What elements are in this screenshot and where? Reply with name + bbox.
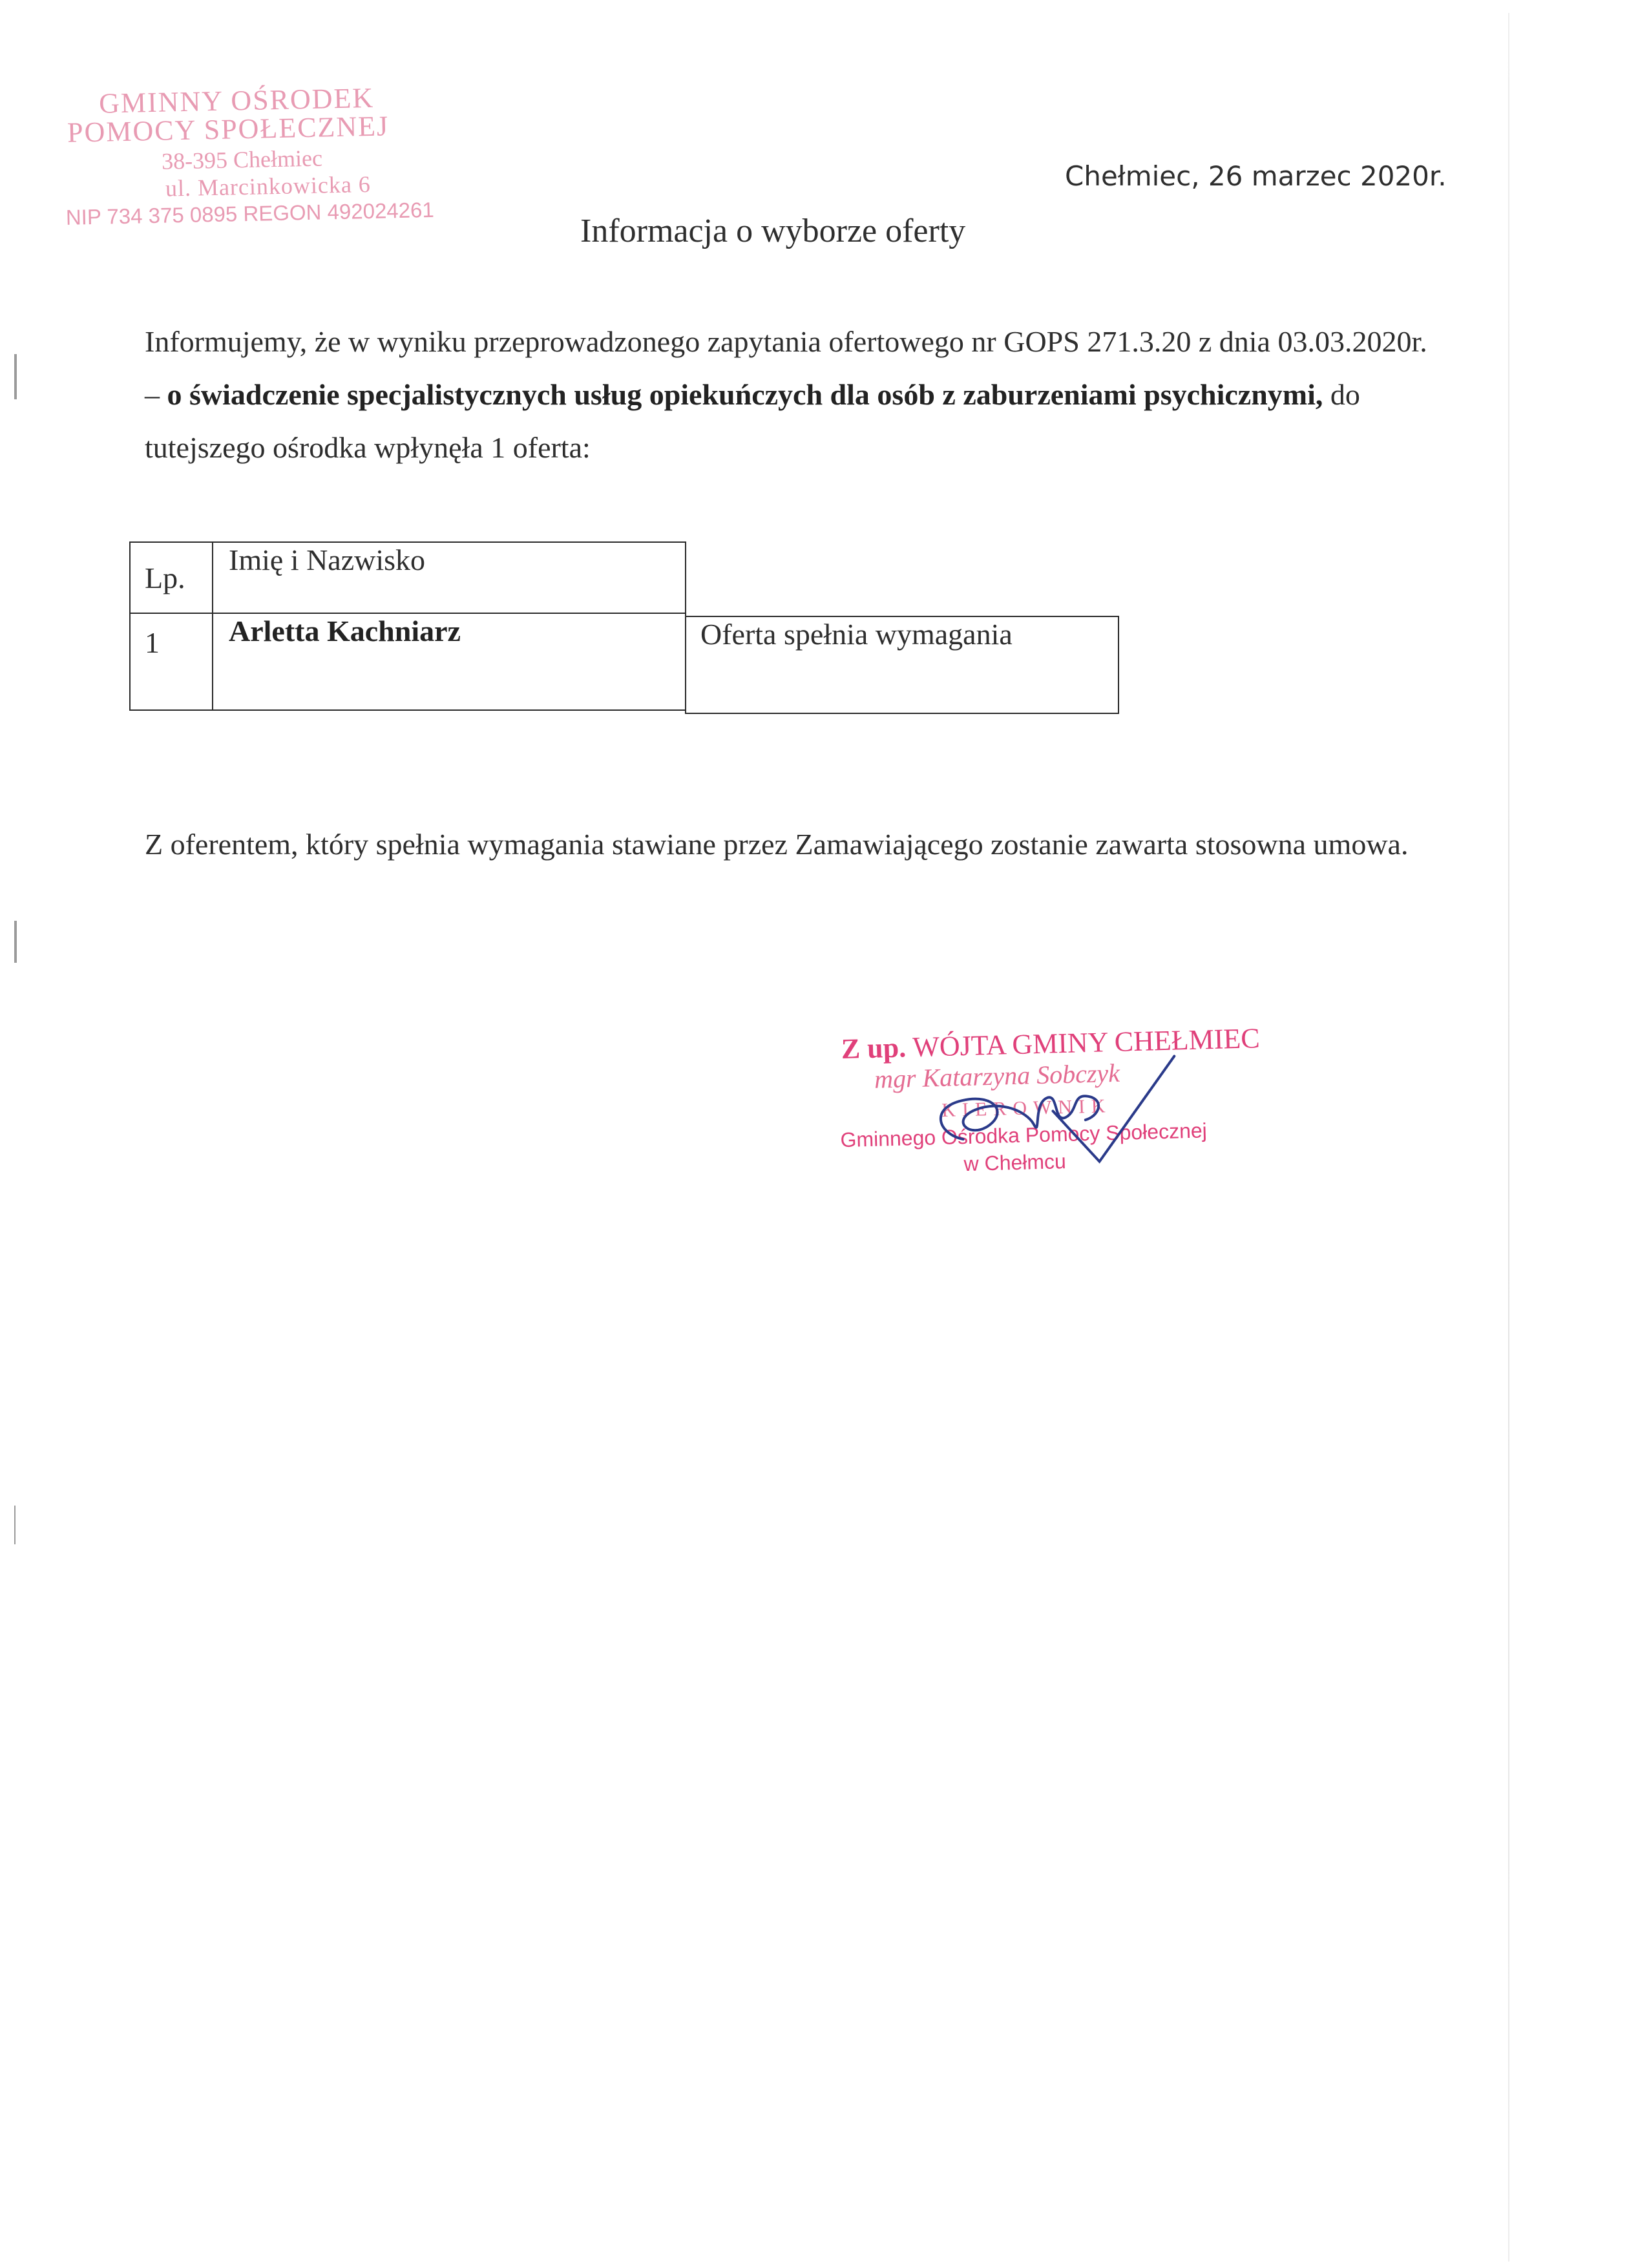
signature-stamp-place: w Chełmcu [963,1149,1067,1176]
document-title: Informacja o wyborze oferty [580,213,966,249]
intro-text-end: do tutejszego ośrodka wpłynęła 1 oferta: [145,378,1360,464]
table-header-name-label: Imię i Nazwisko [229,543,426,576]
table-row-number: 1 [145,626,160,659]
table-row-name: Arletta Kachniarz [229,614,461,647]
office-stamp [63,80,435,236]
intro-text: Informujemy, że w wyniku przeprowadzonego zapytania ofertowego nr GOPS 271.3.20 z dnia 03.03.2020r. – [145,325,1427,411]
handwritten-signature [837,1022,1243,1226]
signature-stamp-org: Gminnego Ośrodka Pomocy Społecznej [840,1118,1208,1152]
scan-binder-mark [14,354,17,399]
signature-stroke [1051,1056,1177,1163]
signature-stamp-name: mgr Katarzyna Sobczyk [874,1058,1120,1094]
intro-subject-bold: o świadczenie specjalistycznych usług opiekuńczych dla osób z zaburzeniami psychicznymi, [167,378,1323,411]
signature-stamp-authority-text: WÓJTA GMINY CHEŁMIEC [905,1022,1261,1064]
scan-page-edge [1508,13,1509,2262]
signature-stroke [940,1096,1099,1140]
table-cell-name [212,613,686,711]
signature-stamp-zup: Z up. [841,1031,907,1066]
signature-stamp-role: KIEROWNIK [941,1095,1113,1121]
scan-binder-mark [14,1506,16,1544]
table-header-name [212,541,686,614]
table-header-lp-label: Lp. [145,562,185,594]
scan-binder-mark [14,921,17,963]
table-header-lp [129,541,213,614]
office-stamp-line: 38-395 Chełmiec [161,145,323,174]
intro-paragraph [145,315,1437,474]
table-cell-status [685,616,1119,714]
signature-stamp [837,1022,1261,1226]
table-cell-lp [129,613,213,711]
closing-paragraph: Z oferentem, który spełnia wymagania stawiane przez Zamawiającego zostanie zawarta stosowna umowa. [145,828,1409,861]
office-stamp-line: ul. Marcinkowicka 6 [165,171,372,202]
place-and-date: Chełmiec, 26 marzec 2020r. [1065,160,1447,192]
office-stamp-line: POMOCY SPOŁECZNEJ [67,110,390,149]
office-stamp-line: NIP 734 375 0895 REGON 492024261 [65,197,435,229]
table-row-status: Oferta spełnia wymagania [700,618,1013,651]
office-stamp-line: GMINNY OŚRODEK [98,81,375,120]
